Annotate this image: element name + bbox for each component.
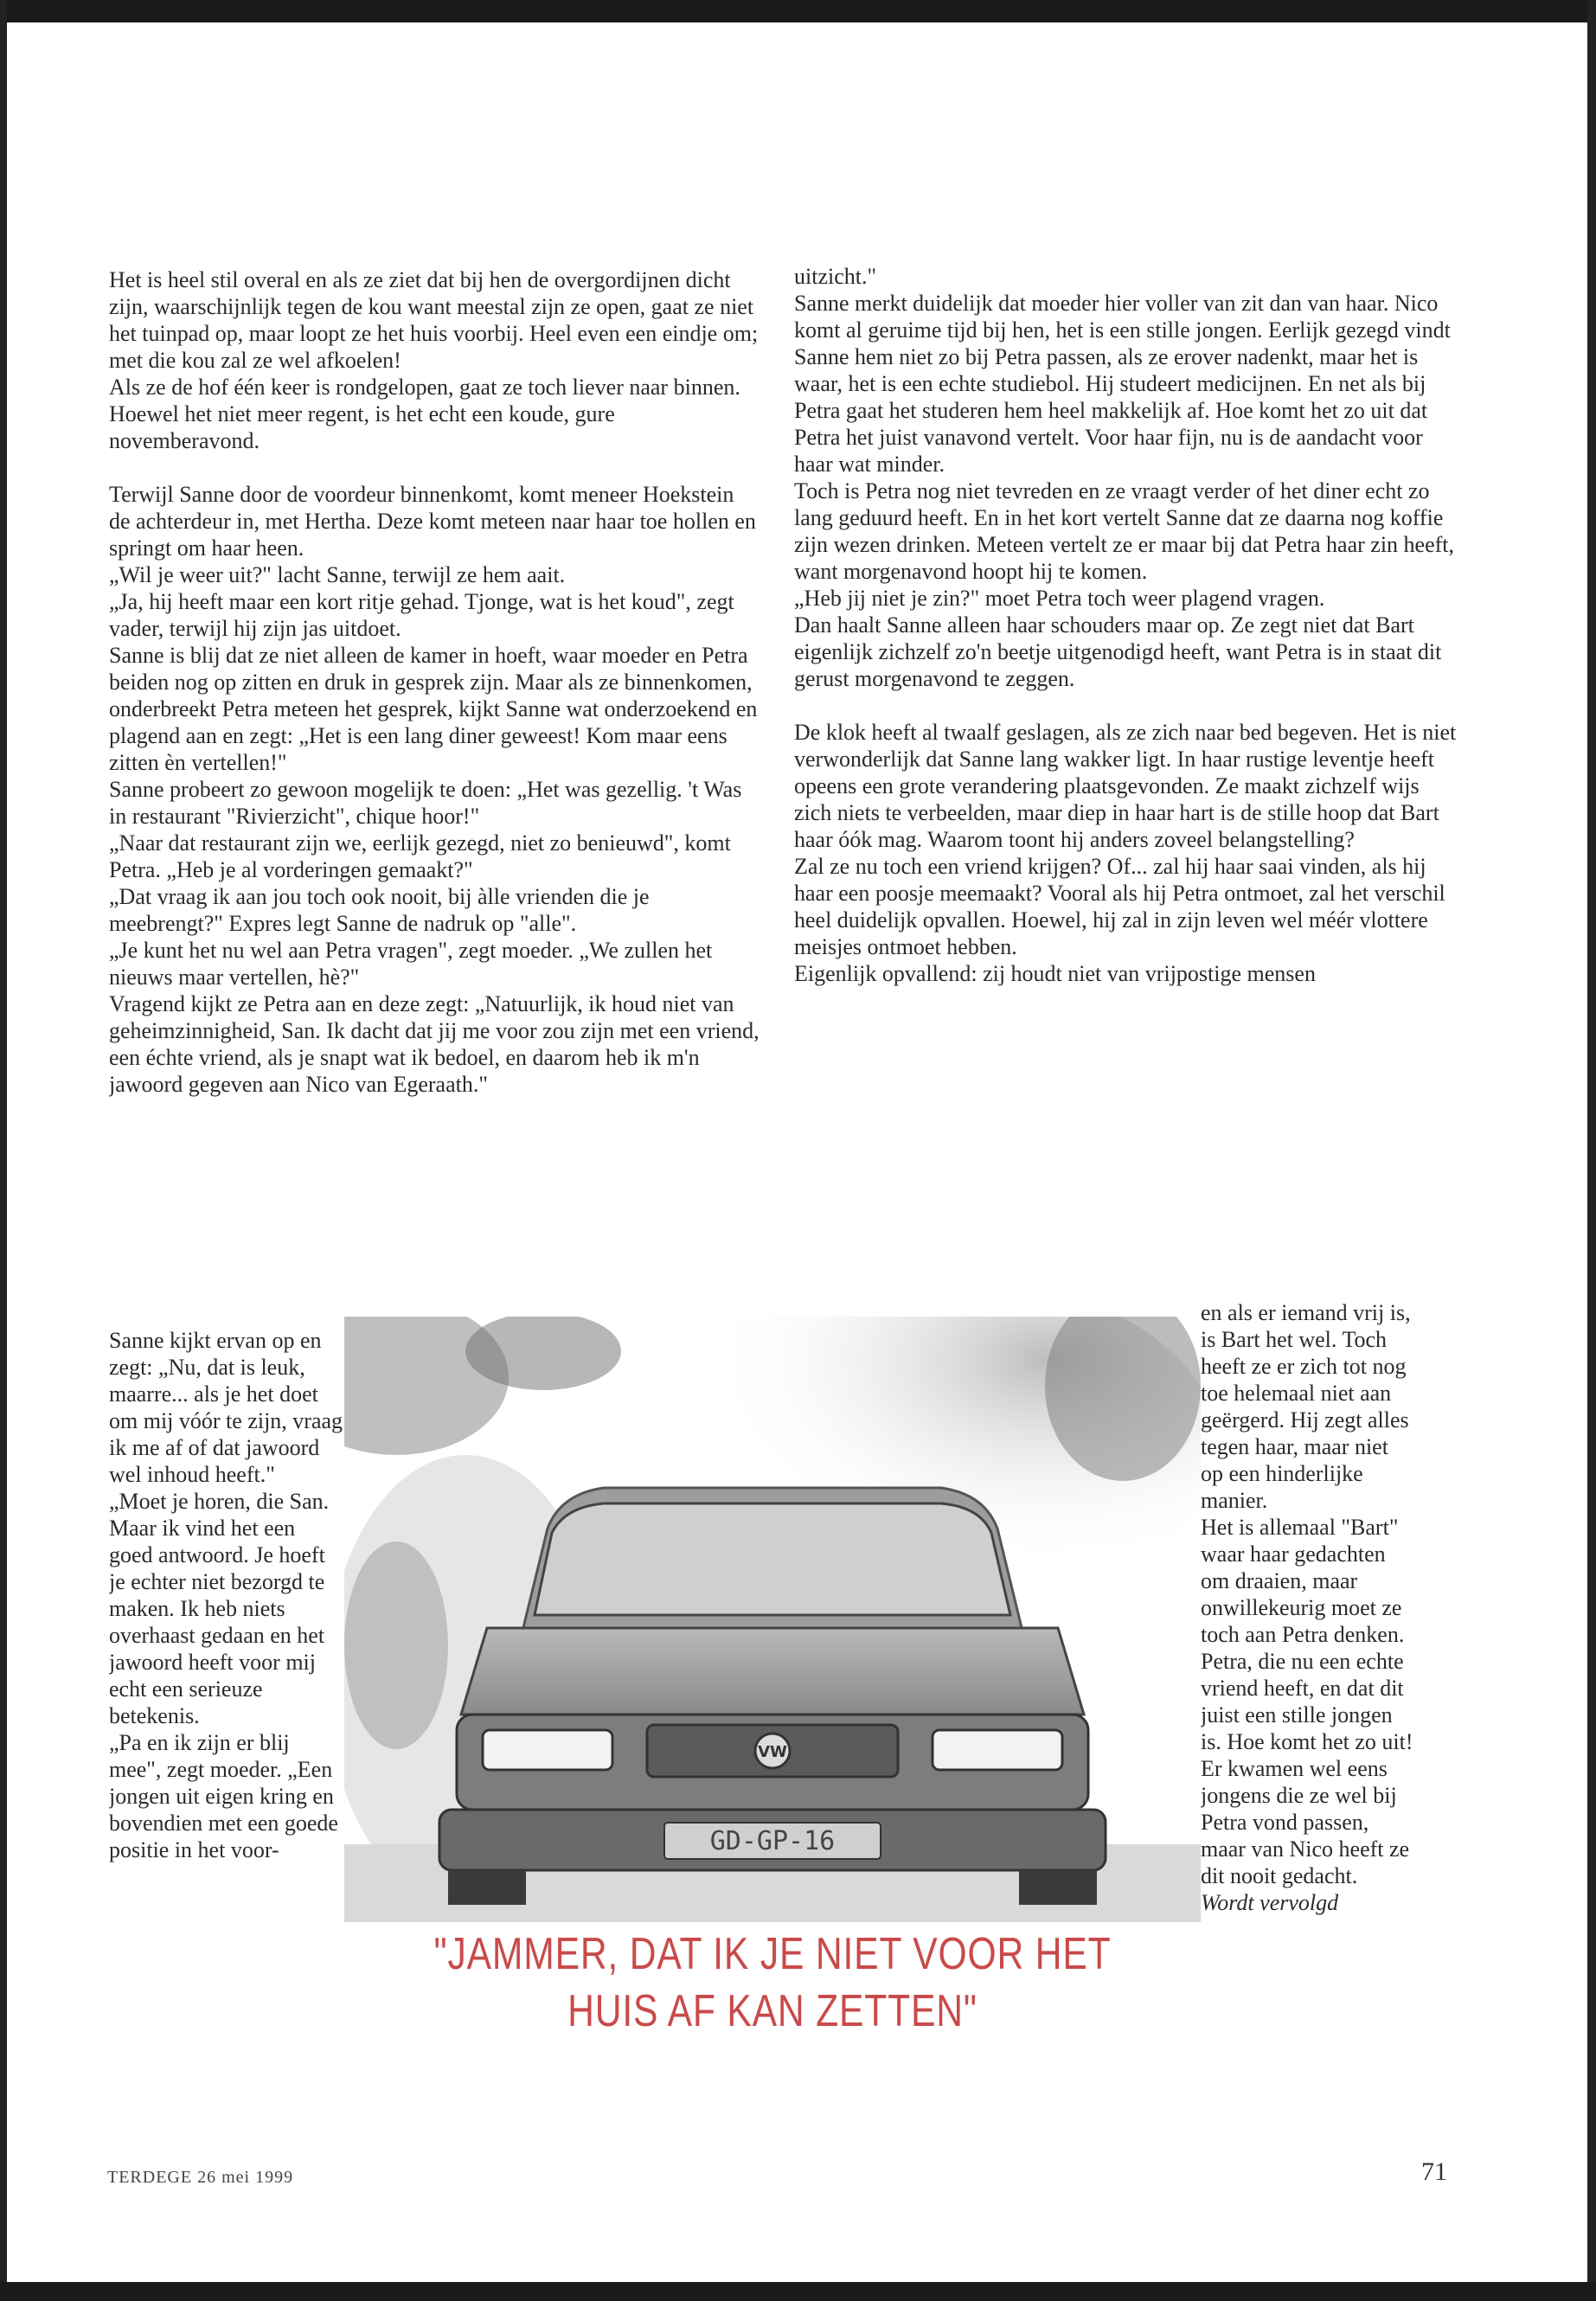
to-be-continued: Wordt vervolgd: [1201, 1890, 1339, 1915]
scan-border-bottom: [0, 2282, 1596, 2301]
article-column-right: [794, 263, 1457, 1298]
publication-footer: TERDEGE 26 mei 1999: [107, 2168, 294, 2187]
article-column-right-narrow: [1201, 1299, 1415, 2043]
scan-border-top: [0, 0, 1596, 22]
paragraph: Toch is Petra nog niet tevreden en ze vraagt verder of het diner echt zo lang geduurd heeft. En in het kort vertelt Sanne dat ze daarna nog koffie zijn wezen drinken. Meteen vertelt ze er maar bij dat Petra haar zin heeft, want morgenavond hoopt hij te komen.: [794, 478, 1455, 584]
license-plate: GD-GP-16: [709, 1826, 836, 1856]
pull-quote-line: "JAMMER, DAT IK JE NIET VOOR HET: [433, 1929, 1112, 1979]
paragraph: Als ze de hof één keer is rondgelopen, gaat ze toch liever naar binnen. Hoewel het niet meer regent, is het echt een koude, gure novemberavond.: [109, 375, 740, 453]
paragraph: „Heb jij niet je zin?" moet Petra toch weer plagend vragen.: [794, 586, 1325, 611]
pull-quote: [421, 1926, 1124, 2040]
page-number: 71: [1421, 2157, 1447, 2186]
paragraph: „Je kunt het nu wel aan Petra vragen", zegt moeder. „We zullen het nieuws maar vertellen, hè?": [109, 938, 713, 990]
paragraph: Terwijl Sanne door de voordeur binnenkomt, komt meneer Hoekstein de achterdeur in, met Hertha. Deze komt meteen naar haar toe hollen en springt om haar heen.: [109, 482, 756, 561]
paragraph: Het is heel stil overal en als ze ziet dat bij hen de overgordijnen dicht zijn, waarschijnlijk tegen de kou want meestal zijn ze open, gaat ze niet het tuinpad op, maar loopt ze het huis voorbij. Heel even een eindje om; met die kou zal ze wel afkoelen!: [109, 267, 759, 373]
paragraph: Dan haalt Sanne alleen haar schouders maar op. Ze zegt niet dat Bart eigenlijk zichzelf zo'n beetje uitgenodigd heeft, want Petra is in staat dit gerust morgenavond te zeggen.: [794, 612, 1442, 691]
paragraph: Sanne merkt duidelijk dat moeder hier voller van zit dan van haar. Nico komt al geruime tijd bij hen, het is een stille jongen. Eerlijk gezegd vindt Sanne hem niet zo bij Petra passen, als ze erover nadenkt, maar het is waar, het is een echte studiebol. Hij studeert medicijnen. En net als bij Petra gaat het studeren hem heel makkelijk af. Hoe komt het zo uit dat Petra het juist vanavond vertelt. Voor haar fijn, nu is de aandacht voor haar wat minder.: [794, 291, 1451, 477]
scan-border-left: [0, 0, 7, 2301]
paragraph: „Dat vraag ik aan jou toch ook nooit, bij àlle vrienden die je meebrengt?" Expres legt Sanne de nadruk op "alle".: [109, 884, 650, 936]
paragraph: „Ja, hij heeft maar een kort ritje gehad. Tjonge, wat is het koud", zegt vader, terwijl hij zijn jas uitdoet.: [109, 589, 734, 641]
paragraph: Sanne probeert zo gewoon mogelijk te doen: „Het was gezellig. 't Was in restaurant "Rivierzicht", chique hoor!": [109, 777, 742, 829]
article-column-left-narrow: [109, 1327, 344, 2050]
paragraph: uitzicht.": [794, 264, 877, 289]
car-illustration: [344, 1317, 1201, 1922]
paragraph: Sanne kijkt ervan op en zegt: „Nu, dat is leuk, maarre... als je het doet om mij vóór te zijn, vraag ik me af of dat jawoord wel inhoud heeft.": [109, 1328, 343, 1487]
pull-quote-line: HUIS AF KAN ZETTEN": [567, 1986, 977, 2036]
paragraph: Zal ze nu toch een vriend krijgen? Of... zal hij haar saai vinden, als hij haar een poosje meemaakt? Vooral als hij Petra ontmoet, zal het verschil heel duidelijk opvallen. Hoewel, hij zal in zijn leven wel méér vlottere meisjes ontmoet hebben.: [794, 854, 1445, 959]
paragraph: Vragend kijkt ze Petra aan en deze zegt: „Natuurlijk, ik houd niet van geheimzinnigheid, San. Ik dacht dat jij me voor zou zijn met een vriend, een échte vriend, als je snapt wat ik bedoel, en daarom heb ik m'n jawoord gegeven aan Nico van Egeraath.": [109, 991, 760, 1097]
paragraph: „Wil je weer uit?" lacht Sanne, terwijl ze hem aait.: [109, 562, 566, 587]
paragraph: Eigenlijk opvallend: zij houdt niet van vrijpostige mensen: [794, 961, 1316, 986]
paragraph: „Moet je horen, die San. Maar ik vind het een goed antwoord. Je hoeft je echter niet bezorgd te maken. Ik heb niets overhaast gedaan en het jawoord heeft voor mij echt een serieuze betekenis.: [109, 1489, 330, 1728]
paragraph: Het is allemaal "Bart" waar haar gedachten om draaien, maar onwillekeurig moet ze toch aan Petra denken. Petra, die nu een echte vriend heeft, en dat dit juist een stille jongen is. Hoe komt het zo uit! Er kwamen wel eens jongens die ze wel bij Petra vond passen, maar van Nico heeft ze dit nooit gedacht.: [1201, 1515, 1413, 1888]
vw-logo-icon: VW: [758, 1743, 787, 1761]
paragraph: „Naar dat restaurant zijn we, eerlijk gezegd, niet zo benieuwd", komt Petra. „Heb je al vorderingen gemaakt?": [109, 830, 731, 882]
paragraph: „Pa en ik zijn er blij mee", zegt moeder. „Een jongen uit eigen kring en bovendien met een goede positie in het voor-: [109, 1730, 338, 1862]
paragraph: en als er iemand vrij is, is Bart het wel. Toch heeft ze er zich tot nog toe helemaal niet aan geërgerd. Hij zegt alles tegen haar, maar niet op een hinderlijke manier.: [1201, 1300, 1411, 1513]
paragraph: Sanne is blij dat ze niet alleen de kamer in hoeft, waar moeder en Petra beiden nog op zitten en druk in gesprek zijn. Maar als ze binnenkomen, onderbreekt Petra meteen het gesprek, kijkt Sanne wat onderzoekend en plagend aan en zegt: „Het is een lang diner geweest! Kom maar eens zitten èn vertellen!": [109, 643, 758, 775]
article-column-left: [109, 266, 760, 1327]
scan-border-right: [1587, 0, 1596, 2301]
paragraph: De klok heeft al twaalf geslagen, als ze zich naar bed begeven. Het is niet verwonderlijk dat Sanne lang wakker ligt. In haar rustige leventje heeft opeens een grote verandering plaatsgevonden. Ze maakt zichzelf wijs zich niets te verbeelden, maar diep in haar hart is de stille hoop dat Bart haar óók mag. Waarom toont hij anders zoveel belangstelling?: [794, 720, 1457, 852]
